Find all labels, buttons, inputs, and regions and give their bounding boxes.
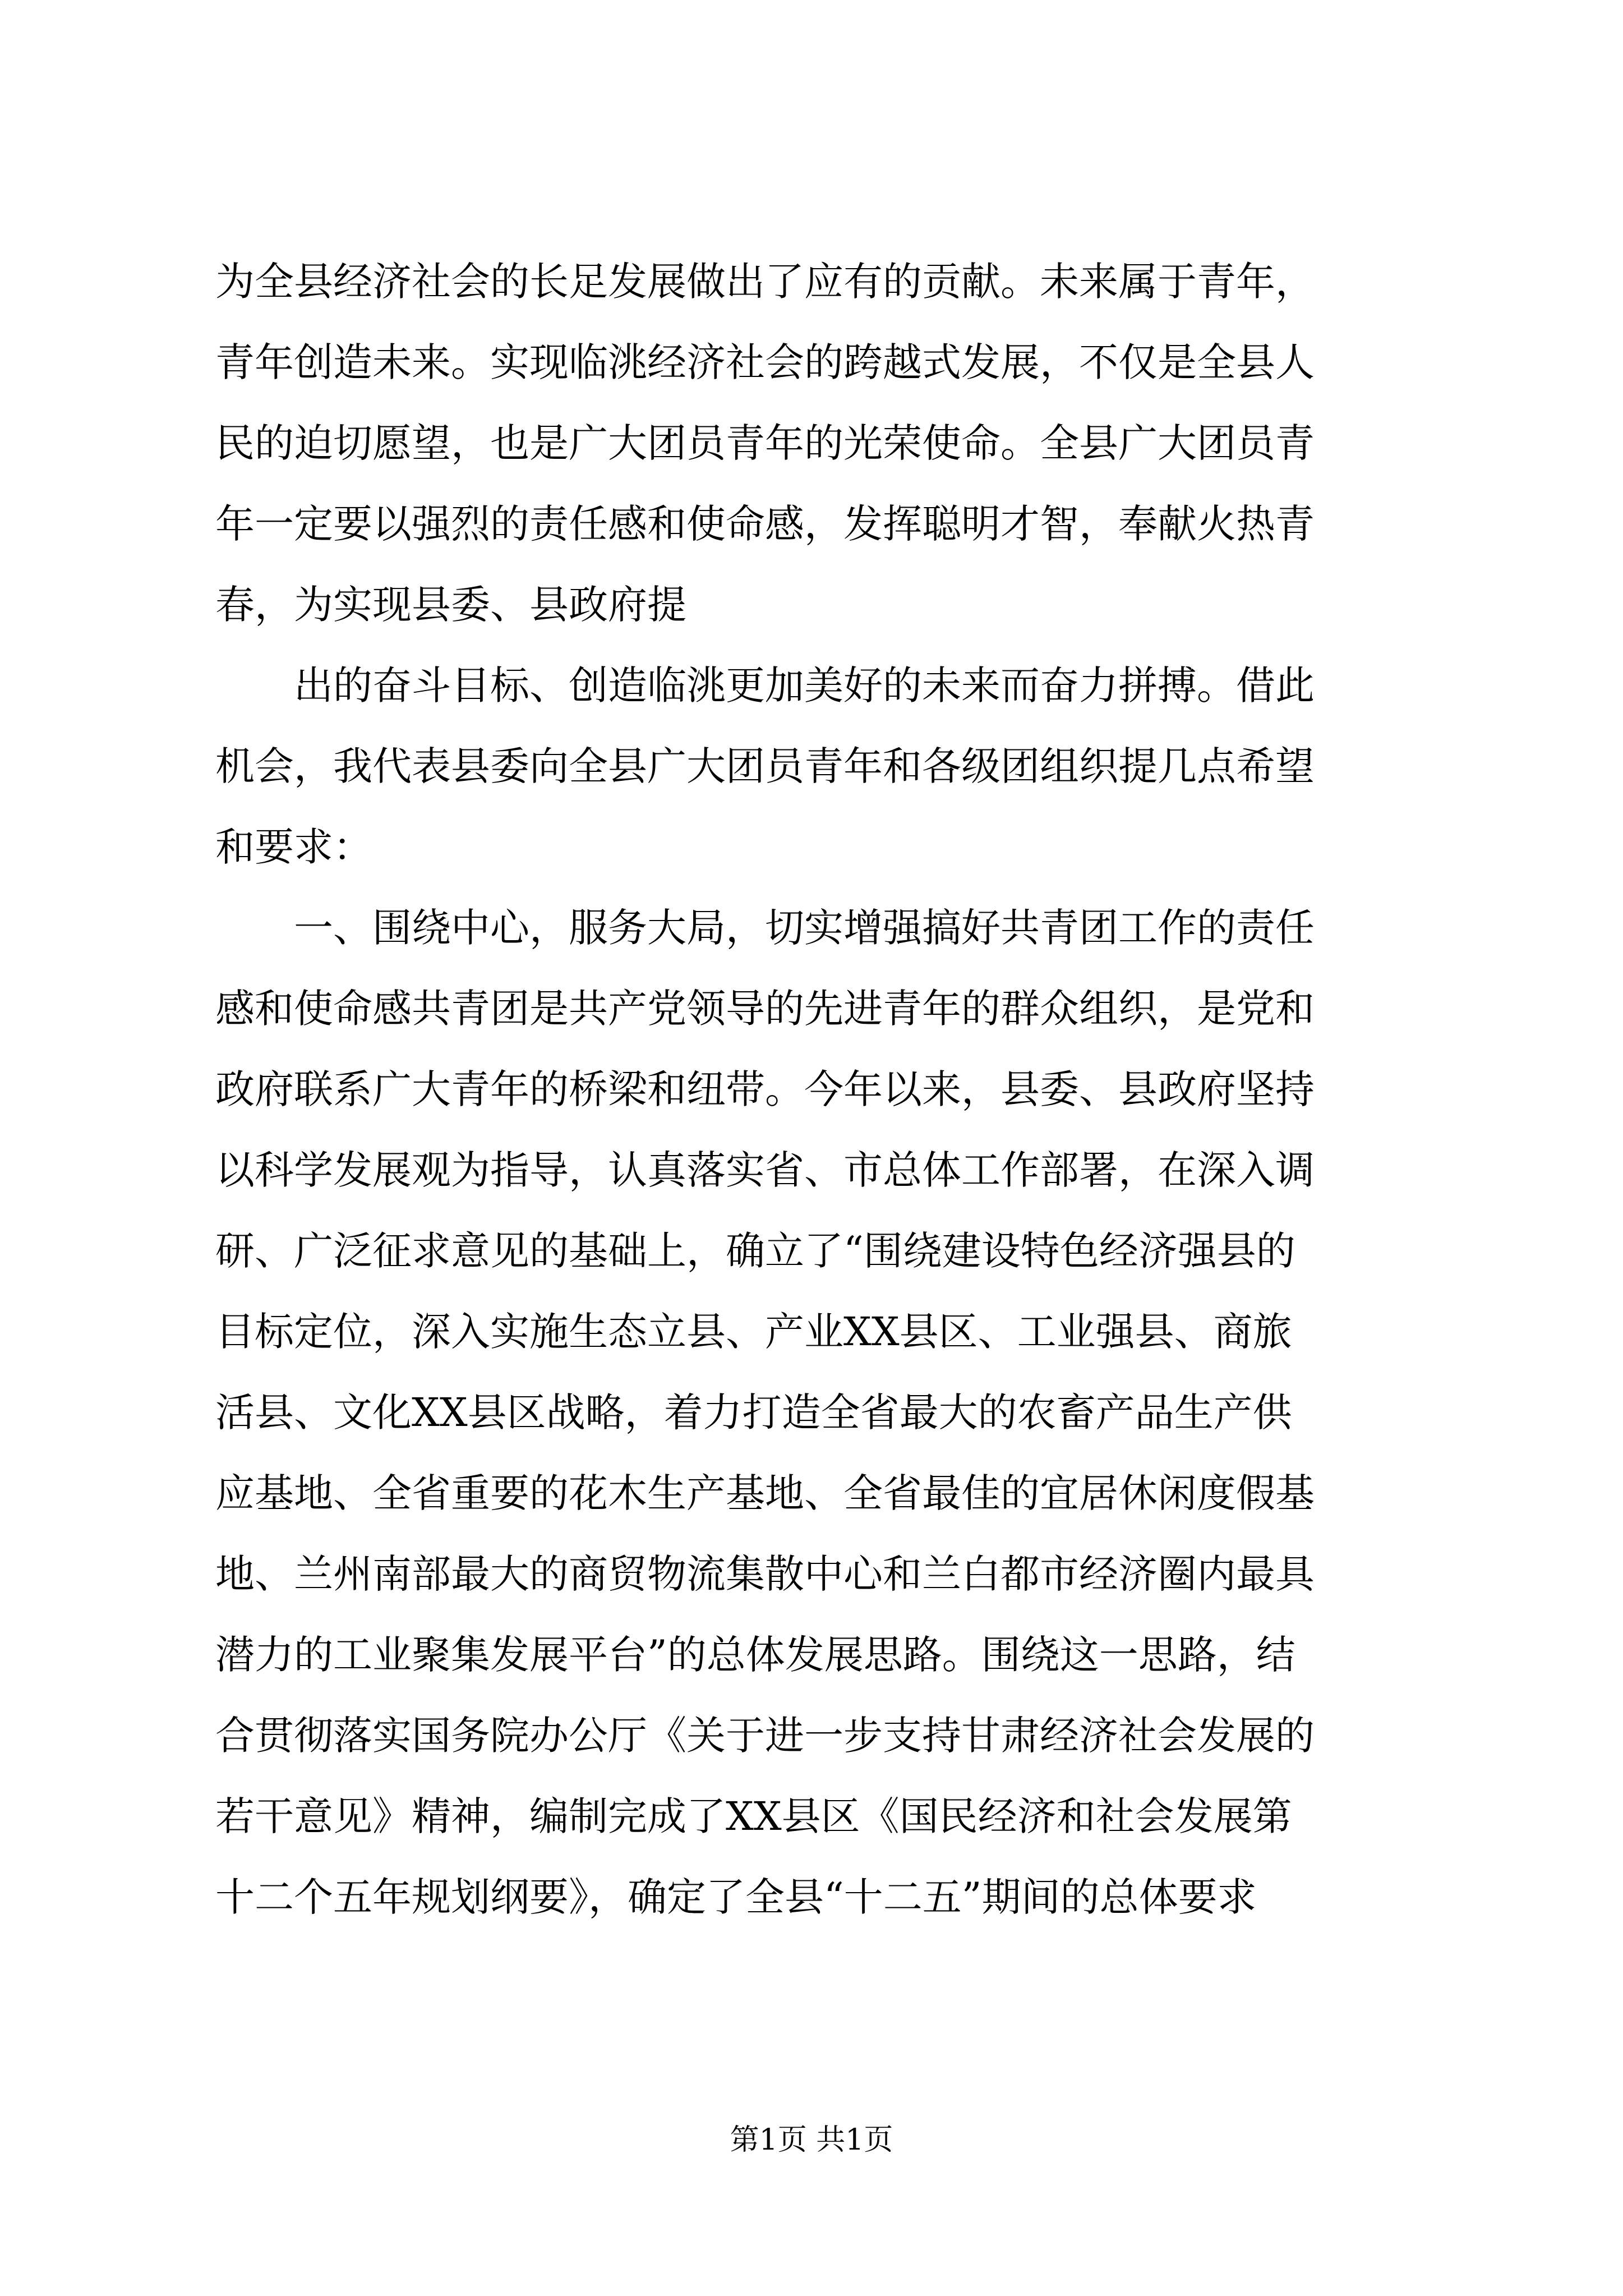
text-line: 机会，我代表县委向全县广大团员青年和各级团组织提几点希望 — [215, 743, 1315, 789]
text-line: 活县、文化XX县区战略，着力打造全省最大的农畜产品生产供 — [215, 1389, 1292, 1435]
text-line: 研、广泛征求意见的基础上，确立了“围绕建设特色经济强县的 — [215, 1228, 1295, 1274]
text-line: 春，为实现县委、县政府提 — [215, 582, 686, 628]
text-line: 目标定位，深入实施生态立县、产业XX县区、工业强县、商旅 — [215, 1309, 1292, 1355]
text-line: 感和使命感共青团是共产党领导的先进青年的群众组织，是党和 — [215, 986, 1315, 1032]
text-line: 一、围绕中心，服务大局，切实增强搞好共青团工作的责任 — [215, 905, 1315, 951]
text-line: 以科学发展观为指导，认真落实省、市总体工作部署，在深入调 — [215, 1147, 1315, 1193]
page-footer: 第1页 共1页 — [730, 2123, 893, 2157]
text-line: 若干意见》精神，编制完成了XX县区《国民经济和社会发展第 — [215, 1793, 1292, 1839]
text-line: 十二个五年规划纲要》，确定了全县“十二五”期间的总体要求 — [215, 1874, 1257, 1920]
text-line: 年一定要以强烈的责任感和使命感，发挥聪明才智，奉献火热青 — [215, 501, 1315, 547]
text-line: 和要求： — [215, 824, 372, 870]
text-line: 应基地、全省重要的花木生产基地、全省最佳的宜居休闲度假基 — [215, 1470, 1315, 1516]
text-line: 为全县经济社会的长足发展做出了应有的贡献。未来属于青年， — [215, 259, 1315, 305]
text-line: 青年创造未来。实现临洮经济社会的跨越式发展，不仅是全县人 — [215, 339, 1315, 385]
text-line: 出的奋斗目标、创造临洮更加美好的未来而奋力拼搏。借此 — [215, 662, 1315, 708]
text-line: 政府联系广大青年的桥梁和纽带。今年以来，县委、县政府坚持 — [215, 1066, 1315, 1112]
text-line: 民的迫切愿望，也是广大团员青年的光荣使命。全县广大团员青 — [215, 420, 1315, 466]
text-line: 合贯彻落实国务院办公厅《关于进一步支持甘肃经济社会发展的 — [215, 1713, 1315, 1759]
text-line: 地、兰州南部最大的商贸物流集散中心和兰白都市经济圈内最具 — [215, 1551, 1315, 1597]
text-line: 潜力的工业聚集发展平台”的总体发展思路。围绕这一思路，结 — [215, 1632, 1295, 1678]
document-body — [215, 241, 1427, 1938]
